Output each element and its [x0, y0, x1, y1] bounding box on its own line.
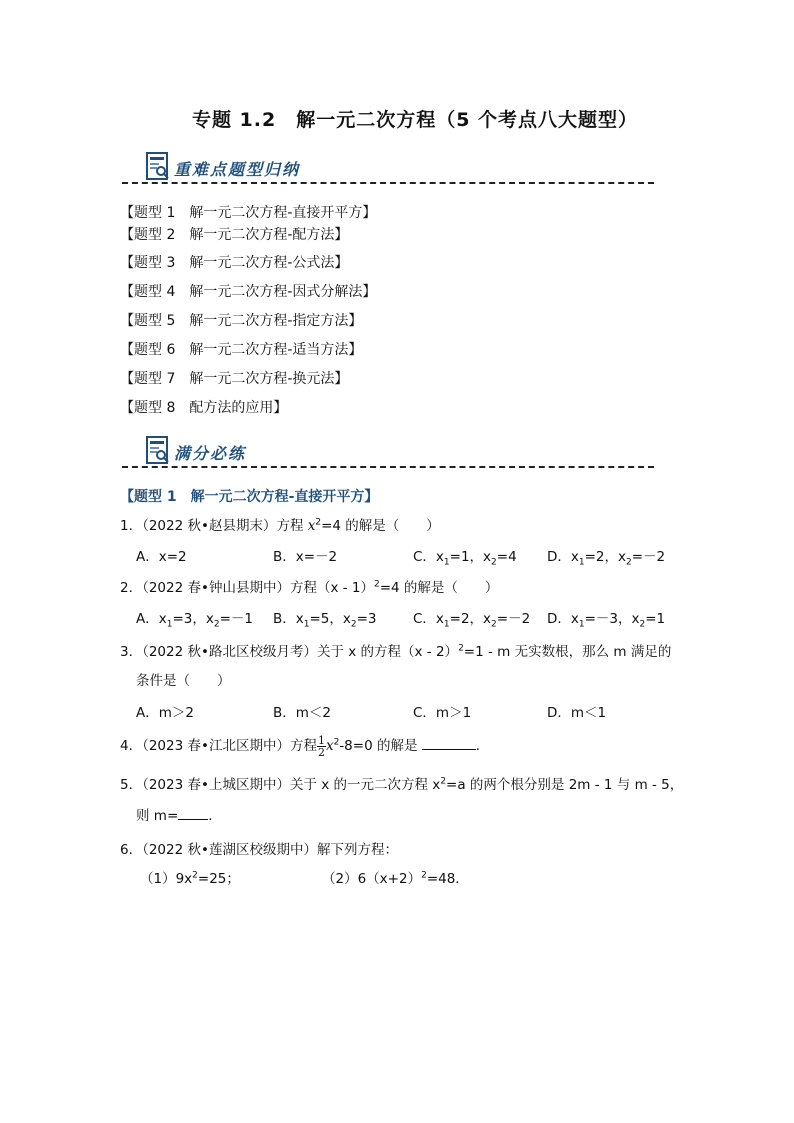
question-6: 6．（2022 秋•莲湖区校级期中）解下列方程： [120, 842, 398, 858]
topic-item: 【题型 4 解一元二次方程-因式分解法】 [120, 284, 377, 300]
q2-option-d: D．$x_1=-3$，$x_2=1$ [547, 611, 666, 630]
q3-option-c: C．m＞1 [413, 705, 472, 721]
q3-option-a: A．m＞2 [136, 705, 194, 721]
document-magnifier-icon [146, 436, 170, 466]
q6-part-1: $(1)9x^2=25$； [140, 870, 240, 887]
topic-item: 【题型 2 解一元二次方程-配方法】 [120, 227, 349, 243]
topic-item: 【题型 1 解一元二次方程-直接开平方】 [120, 205, 377, 221]
dashed-divider [122, 182, 654, 184]
q3-option-b: B．m＜2 [273, 705, 332, 721]
question-2: 2．（2022 春•钟山县期中）方程（x - 1）$^2$=4 的解是（ ） [120, 579, 499, 596]
page-title: 专题 1.2 解一元二次方程（5 个考点八大题型） [191, 109, 639, 131]
topic-item: 【题型 3 解一元二次方程-公式法】 [120, 255, 349, 271]
q1-option-d: D．$x_1=2$，$x_2=-2$ [547, 549, 666, 568]
dashed-divider [122, 466, 654, 468]
document-magnifier-icon [146, 152, 170, 182]
fraction-one-half: $\frac{1}{2}$ [317, 733, 325, 759]
topic-item: 【题型 6 解一元二次方程-适当方法】 [120, 342, 363, 358]
q2-option-b: B．$x_1=5$，$x_2=3$ [273, 611, 377, 630]
q2-option-c: C．$x_1=2$，$x_2=-2$ [413, 611, 531, 630]
question-3-line-2: 条件是（ ） [136, 673, 231, 689]
q1-option-a: A．x=2 [136, 549, 187, 565]
q1-option-b: B．x=－2 [273, 549, 338, 565]
topic-item: 【题型 8 配方法的应用】 [120, 400, 288, 416]
q6-part-2: $(2)6(x+2)^2=48$． [322, 870, 469, 887]
q1-option-c: C．$x_1=1$，$x_2=4$ [413, 549, 517, 568]
question-5-line-2: 则 m= ． [136, 808, 222, 824]
question-type-heading: 【题型 1 解一元二次方程-直接开平方】 [120, 489, 379, 505]
question-4: 4．（2023 春•江北区期中）方程 $\frac{1}{2}$ $x^2-8=0$ 的解是 ． [120, 733, 490, 759]
q2-option-a: A．$x_1=3$，$x_2=-1$ [136, 611, 253, 630]
section-label-summary: 重难点题型归纳 [174, 160, 301, 179]
answer-blank[interactable] [422, 737, 476, 750]
section-label-practice: 满分必练 [174, 444, 247, 463]
topic-item: 【题型 7 解一元二次方程-换元法】 [120, 371, 349, 387]
question-1: 1．（2022 秋•赵县期末）方程 $x^2=4$ 的解是（ ） [120, 517, 440, 534]
answer-blank[interactable] [178, 807, 208, 820]
topic-item: 【题型 5 解一元二次方程-指定方法】 [120, 313, 363, 329]
question-3: 3．（2022 秋•路北区校级月考）关于 x 的方程（x - 2）$^2$=1 - m 无实数根，那么 m 满足的 [120, 643, 672, 660]
question-5: 5．（2023 春•上城区期中）关于 x 的一元二次方程 $x^2=a$ 的两个根分别是 2m - 1 与 m - 5， [120, 776, 684, 793]
q3-option-d: D．m＜1 [547, 705, 607, 721]
